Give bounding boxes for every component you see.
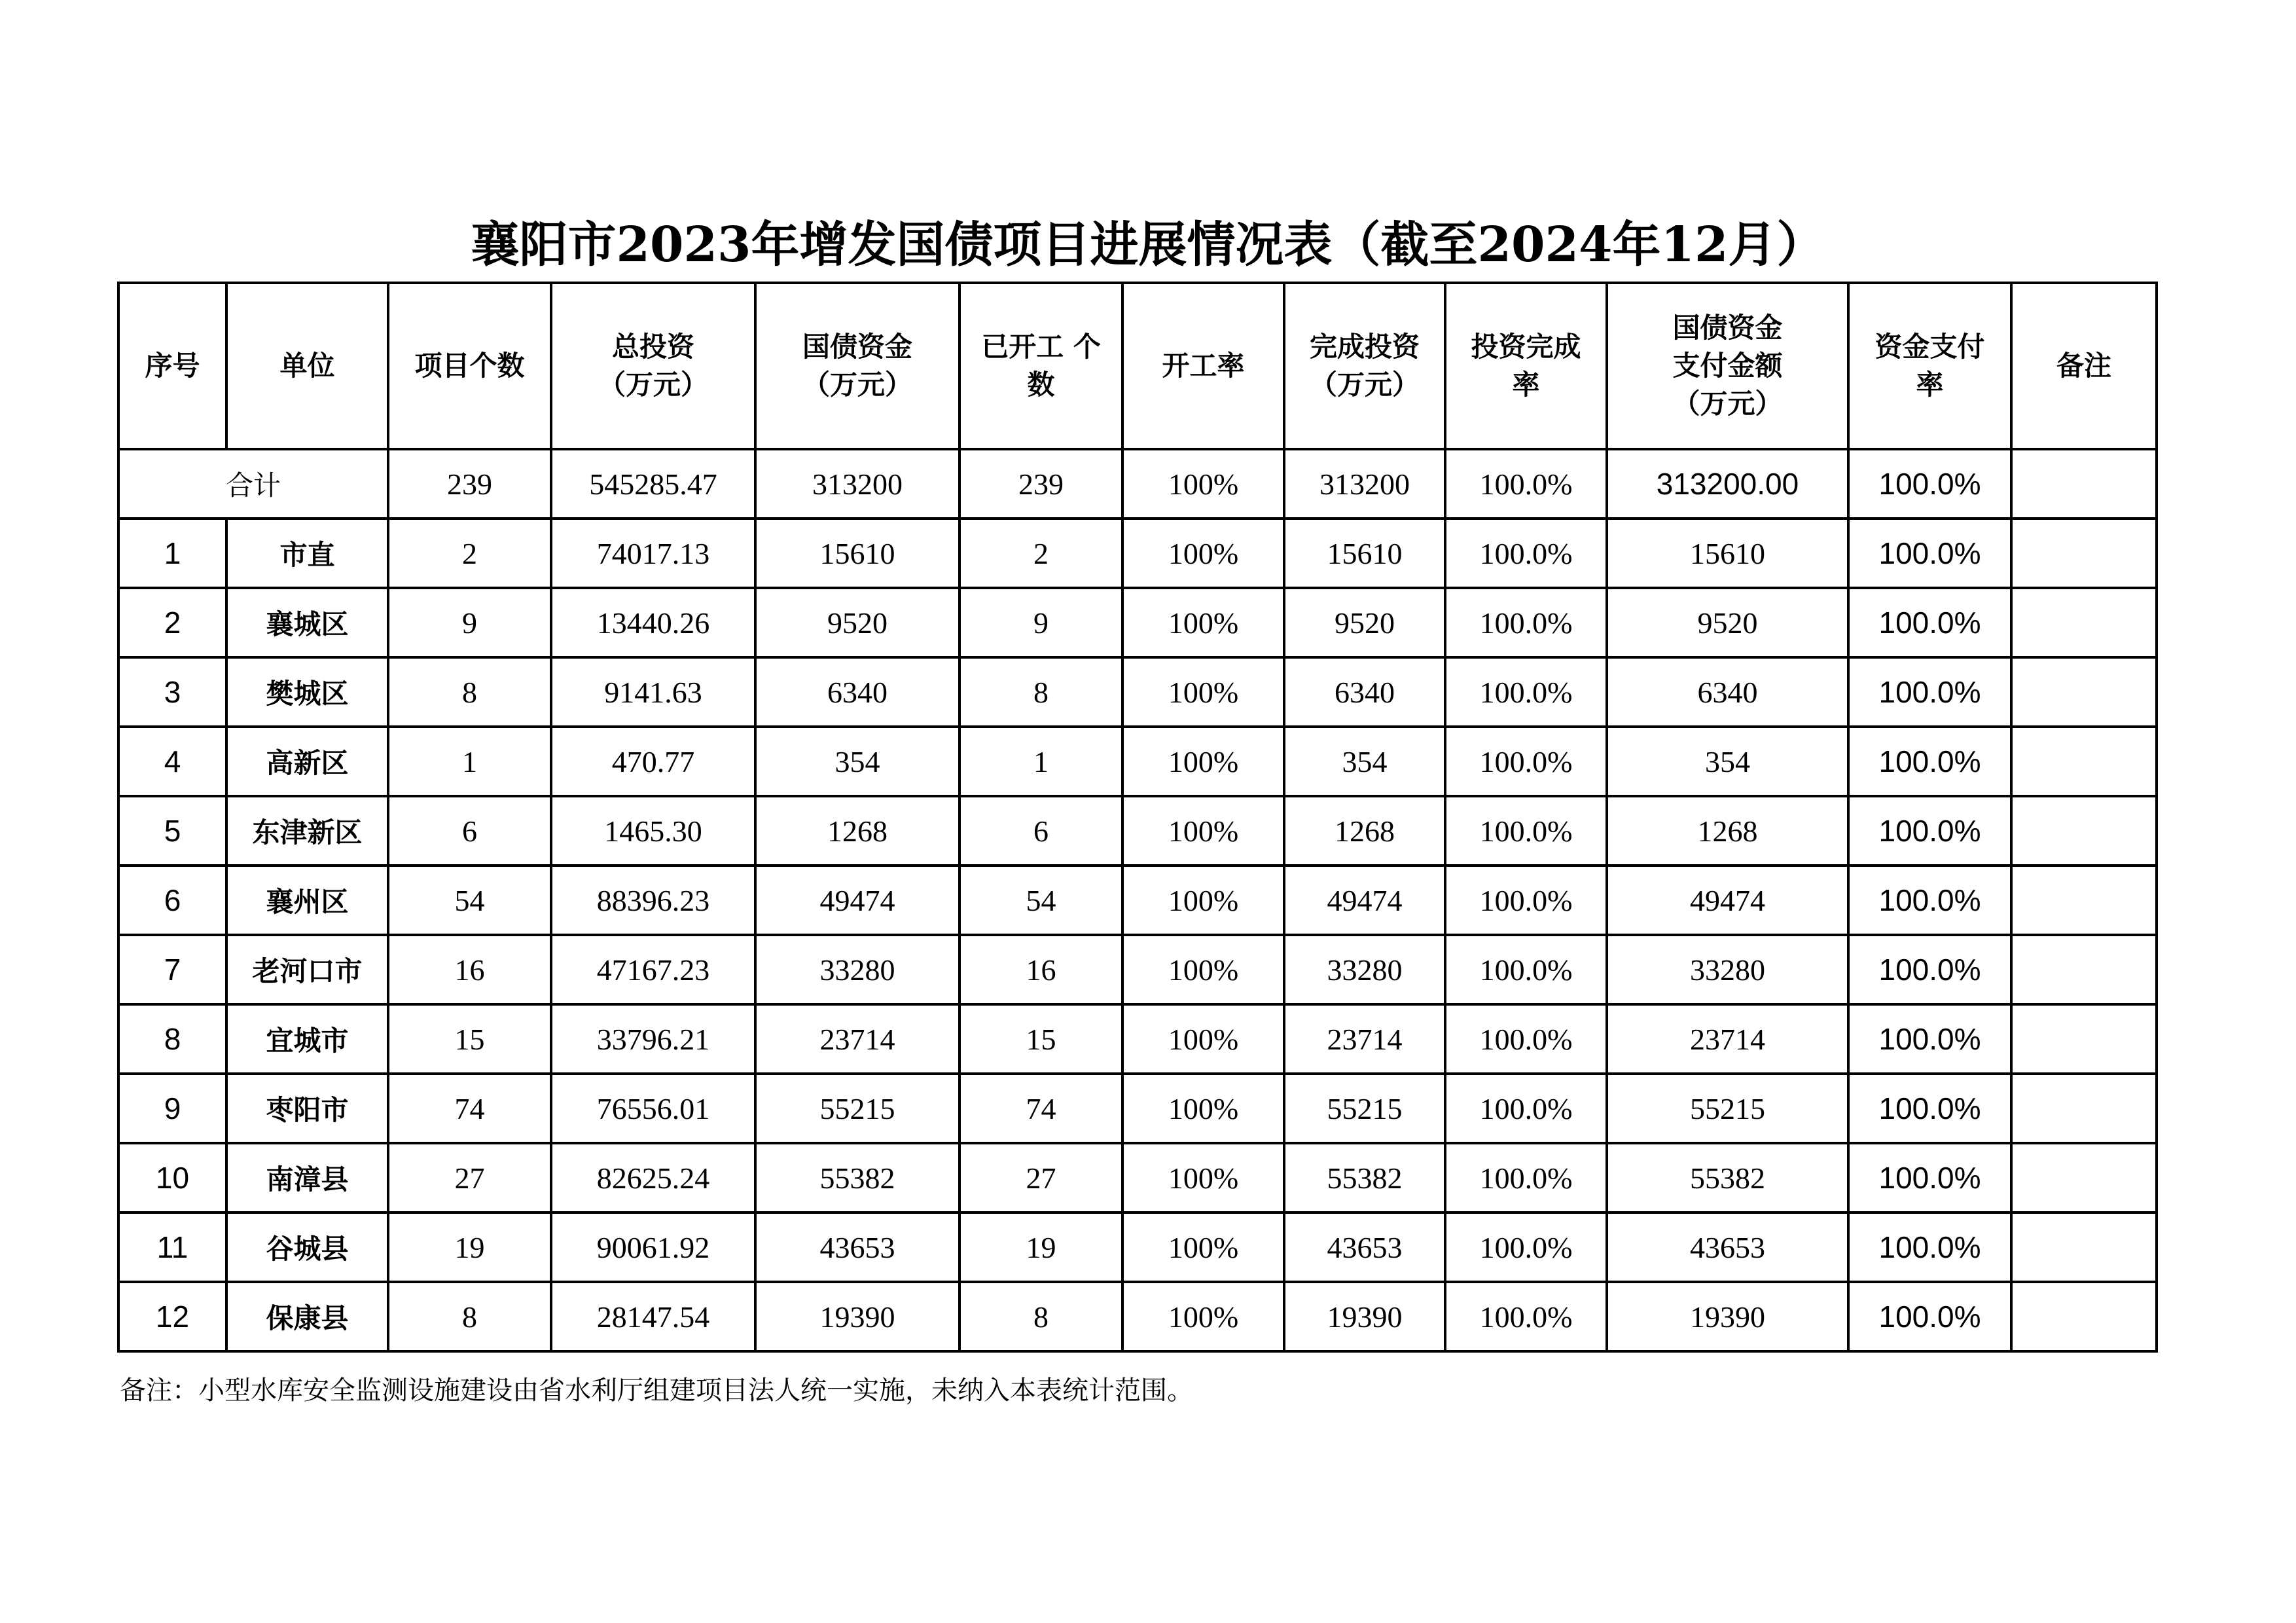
- cell-bond-funds: 9520: [755, 588, 960, 657]
- cell-payment-rate: 100.0%: [1848, 1282, 2011, 1351]
- total-paid-amount: 313200.00: [1607, 449, 1848, 519]
- cell-completion-rate: 100.0%: [1445, 519, 1607, 588]
- page-title: 襄阳市2023年增发国债项目进展情况表（截至2024年12月）: [471, 217, 1825, 273]
- cell-completed-investment: 15610: [1284, 519, 1445, 588]
- cell-completed-investment: 55215: [1284, 1074, 1445, 1143]
- cell-remark: [2011, 1004, 2157, 1074]
- cell-index: 12: [118, 1282, 226, 1351]
- cell-completion-rate: 100.0%: [1445, 1143, 1607, 1213]
- table-row: [118, 1282, 2157, 1351]
- cell-total-investment: 1465.30: [551, 796, 755, 866]
- cell-start-rate: 100%: [1122, 1004, 1284, 1074]
- header-index: 序号: [118, 283, 226, 449]
- cell-paid-amount: 9520: [1607, 588, 1848, 657]
- cell-index: 10: [118, 1143, 226, 1213]
- cell-start-rate: 100%: [1122, 727, 1284, 796]
- cell-start-rate: 100%: [1122, 1074, 1284, 1143]
- cell-paid-amount: 55382: [1607, 1143, 1848, 1213]
- cell-completed-investment: 19390: [1284, 1282, 1445, 1351]
- cell-completed-investment: 1268: [1284, 796, 1445, 866]
- cell-unit: 谷城县: [226, 1213, 388, 1282]
- cell-payment-rate: 100.0%: [1848, 796, 2011, 866]
- total-started: 239: [960, 449, 1122, 519]
- cell-project-count: 15: [388, 1004, 551, 1074]
- table-row: [118, 1213, 2157, 1282]
- cell-total-investment: 33796.21: [551, 1004, 755, 1074]
- cell-started-count: 74: [960, 1074, 1122, 1143]
- cell-paid-amount: 19390: [1607, 1282, 1848, 1351]
- cell-total-investment: 88396.23: [551, 866, 755, 935]
- total-start-rate: 100%: [1122, 449, 1284, 519]
- cell-bond-funds: 1268: [755, 796, 960, 866]
- cell-index: 7: [118, 935, 226, 1004]
- cell-completion-rate: 100.0%: [1445, 1213, 1607, 1282]
- total-remark: [2011, 449, 2157, 519]
- cell-start-rate: 100%: [1122, 657, 1284, 727]
- total-payment-rate: 100.0%: [1848, 449, 2011, 519]
- header-started-count: 已开工 个 数: [960, 283, 1122, 449]
- cell-remark: [2011, 1074, 2157, 1143]
- cell-payment-rate: 100.0%: [1848, 588, 2011, 657]
- cell-start-rate: 100%: [1122, 588, 1284, 657]
- cell-paid-amount: 23714: [1607, 1004, 1848, 1074]
- cell-completed-investment: 49474: [1284, 866, 1445, 935]
- cell-project-count: 6: [388, 796, 551, 866]
- footnote: 备注：小型水库安全监测设施建设由省水利厅组建项目法人统一实施，未纳入本表统计范围。: [120, 1376, 1193, 1406]
- cell-index: 1: [118, 519, 226, 588]
- cell-index: 6: [118, 866, 226, 935]
- cell-remark: [2011, 1143, 2157, 1213]
- cell-completion-rate: 100.0%: [1445, 796, 1607, 866]
- cell-completed-investment: 9520: [1284, 588, 1445, 657]
- cell-unit: 襄州区: [226, 866, 388, 935]
- cell-start-rate: 100%: [1122, 1143, 1284, 1213]
- header-total-investment: 总投资 （万元）: [551, 283, 755, 449]
- cell-bond-funds: 43653: [755, 1213, 960, 1282]
- cell-index: 2: [118, 588, 226, 657]
- cell-total-investment: 13440.26: [551, 588, 755, 657]
- table-row: [118, 727, 2157, 796]
- cell-payment-rate: 100.0%: [1848, 935, 2011, 1004]
- cell-project-count: 9: [388, 588, 551, 657]
- header-row: [118, 283, 2157, 449]
- cell-payment-rate: 100.0%: [1848, 1143, 2011, 1213]
- progress-table: [117, 282, 2158, 1353]
- cell-started-count: 6: [960, 796, 1122, 866]
- cell-started-count: 19: [960, 1213, 1122, 1282]
- cell-remark: [2011, 657, 2157, 727]
- table-row: [118, 796, 2157, 866]
- cell-index: 8: [118, 1004, 226, 1074]
- cell-total-investment: 28147.54: [551, 1282, 755, 1351]
- cell-completion-rate: 100.0%: [1445, 727, 1607, 796]
- header-start-rate: 开工率: [1122, 283, 1284, 449]
- cell-remark: [2011, 796, 2157, 866]
- cell-remark: [2011, 1282, 2157, 1351]
- cell-project-count: 1: [388, 727, 551, 796]
- cell-paid-amount: 49474: [1607, 866, 1848, 935]
- cell-started-count: 8: [960, 1282, 1122, 1351]
- cell-paid-amount: 55215: [1607, 1074, 1848, 1143]
- cell-remark: [2011, 727, 2157, 796]
- cell-paid-amount: 1268: [1607, 796, 1848, 866]
- cell-bond-funds: 33280: [755, 935, 960, 1004]
- cell-bond-funds: 55215: [755, 1074, 960, 1143]
- cell-payment-rate: 100.0%: [1848, 519, 2011, 588]
- cell-project-count: 2: [388, 519, 551, 588]
- table-row: [118, 1074, 2157, 1143]
- cell-bond-funds: 49474: [755, 866, 960, 935]
- cell-unit: 南漳县: [226, 1143, 388, 1213]
- cell-remark: [2011, 519, 2157, 588]
- cell-payment-rate: 100.0%: [1848, 657, 2011, 727]
- cell-remark: [2011, 588, 2157, 657]
- cell-remark: [2011, 1213, 2157, 1282]
- cell-index: 3: [118, 657, 226, 727]
- cell-unit: 高新区: [226, 727, 388, 796]
- total-completed-investment: 313200: [1284, 449, 1445, 519]
- cell-total-investment: 470.77: [551, 727, 755, 796]
- cell-unit: 市直: [226, 519, 388, 588]
- cell-payment-rate: 100.0%: [1848, 1074, 2011, 1143]
- table-row: [118, 588, 2157, 657]
- cell-paid-amount: 354: [1607, 727, 1848, 796]
- cell-start-rate: 100%: [1122, 1282, 1284, 1351]
- cell-total-investment: 82625.24: [551, 1143, 755, 1213]
- cell-remark: [2011, 935, 2157, 1004]
- cell-project-count: 27: [388, 1143, 551, 1213]
- cell-index: 5: [118, 796, 226, 866]
- cell-unit: 老河口市: [226, 935, 388, 1004]
- cell-paid-amount: 6340: [1607, 657, 1848, 727]
- header-payment-rate: 资金支付 率: [1848, 283, 2011, 449]
- cell-total-investment: 9141.63: [551, 657, 755, 727]
- cell-bond-funds: 15610: [755, 519, 960, 588]
- cell-completion-rate: 100.0%: [1445, 1004, 1607, 1074]
- cell-started-count: 9: [960, 588, 1122, 657]
- cell-completed-investment: 55382: [1284, 1143, 1445, 1213]
- table-row: [118, 935, 2157, 1004]
- cell-bond-funds: 23714: [755, 1004, 960, 1074]
- cell-index: 11: [118, 1213, 226, 1282]
- cell-start-rate: 100%: [1122, 519, 1284, 588]
- table-row: [118, 519, 2157, 588]
- table-row: [118, 1143, 2157, 1213]
- cell-completion-rate: 100.0%: [1445, 588, 1607, 657]
- cell-start-rate: 100%: [1122, 866, 1284, 935]
- cell-unit: 保康县: [226, 1282, 388, 1351]
- cell-unit: 樊城区: [226, 657, 388, 727]
- cell-bond-funds: 55382: [755, 1143, 960, 1213]
- cell-paid-amount: 33280: [1607, 935, 1848, 1004]
- cell-started-count: 15: [960, 1004, 1122, 1074]
- cell-unit: 襄城区: [226, 588, 388, 657]
- table-row: [118, 657, 2157, 727]
- cell-index: 9: [118, 1074, 226, 1143]
- cell-bond-funds: 19390: [755, 1282, 960, 1351]
- cell-start-rate: 100%: [1122, 1213, 1284, 1282]
- cell-project-count: 74: [388, 1074, 551, 1143]
- total-count: 239: [388, 449, 551, 519]
- cell-started-count: 54: [960, 866, 1122, 935]
- header-completion-rate: 投资完成 率: [1445, 283, 1607, 449]
- cell-completion-rate: 100.0%: [1445, 1282, 1607, 1351]
- header-project-count: 项目个数: [388, 283, 551, 449]
- cell-project-count: 16: [388, 935, 551, 1004]
- cell-total-investment: 74017.13: [551, 519, 755, 588]
- table-row: [118, 866, 2157, 935]
- cell-completed-investment: 33280: [1284, 935, 1445, 1004]
- cell-completion-rate: 100.0%: [1445, 935, 1607, 1004]
- cell-started-count: 16: [960, 935, 1122, 1004]
- cell-total-investment: 76556.01: [551, 1074, 755, 1143]
- cell-start-rate: 100%: [1122, 935, 1284, 1004]
- cell-started-count: 2: [960, 519, 1122, 588]
- cell-paid-amount: 15610: [1607, 519, 1848, 588]
- cell-index: 4: [118, 727, 226, 796]
- total-completion-rate: 100.0%: [1445, 449, 1607, 519]
- cell-payment-rate: 100.0%: [1848, 727, 2011, 796]
- cell-project-count: 8: [388, 1282, 551, 1351]
- cell-paid-amount: 43653: [1607, 1213, 1848, 1282]
- cell-completed-investment: 23714: [1284, 1004, 1445, 1074]
- cell-bond-funds: 354: [755, 727, 960, 796]
- cell-unit: 宜城市: [226, 1004, 388, 1074]
- cell-project-count: 8: [388, 657, 551, 727]
- cell-total-investment: 47167.23: [551, 935, 755, 1004]
- header-remark: 备注: [2011, 283, 2157, 449]
- cell-bond-funds: 6340: [755, 657, 960, 727]
- cell-started-count: 27: [960, 1143, 1122, 1213]
- cell-project-count: 19: [388, 1213, 551, 1282]
- cell-completed-investment: 354: [1284, 727, 1445, 796]
- cell-payment-rate: 100.0%: [1848, 1004, 2011, 1074]
- cell-payment-rate: 100.0%: [1848, 866, 2011, 935]
- header-paid-amount: 国债资金 支付金额 （万元）: [1607, 283, 1848, 449]
- cell-started-count: 8: [960, 657, 1122, 727]
- cell-completed-investment: 6340: [1284, 657, 1445, 727]
- total-bond-funds: 313200: [755, 449, 960, 519]
- header-completed-investment: 完成投资 （万元）: [1284, 283, 1445, 449]
- cell-start-rate: 100%: [1122, 796, 1284, 866]
- header-unit: 单位: [226, 283, 388, 449]
- cell-project-count: 54: [388, 866, 551, 935]
- cell-payment-rate: 100.0%: [1848, 1213, 2011, 1282]
- cell-started-count: 1: [960, 727, 1122, 796]
- cell-completion-rate: 100.0%: [1445, 866, 1607, 935]
- total-label: 合计: [118, 449, 388, 519]
- cell-completed-investment: 43653: [1284, 1213, 1445, 1282]
- cell-unit: 枣阳市: [226, 1074, 388, 1143]
- cell-completion-rate: 100.0%: [1445, 657, 1607, 727]
- total-row: [118, 449, 2157, 519]
- header-bond-funds: 国债资金 （万元）: [755, 283, 960, 449]
- cell-completion-rate: 100.0%: [1445, 1074, 1607, 1143]
- table-row: [118, 1004, 2157, 1074]
- cell-total-investment: 90061.92: [551, 1213, 755, 1282]
- cell-remark: [2011, 866, 2157, 935]
- cell-unit: 东津新区: [226, 796, 388, 866]
- total-investment: 545285.47: [551, 449, 755, 519]
